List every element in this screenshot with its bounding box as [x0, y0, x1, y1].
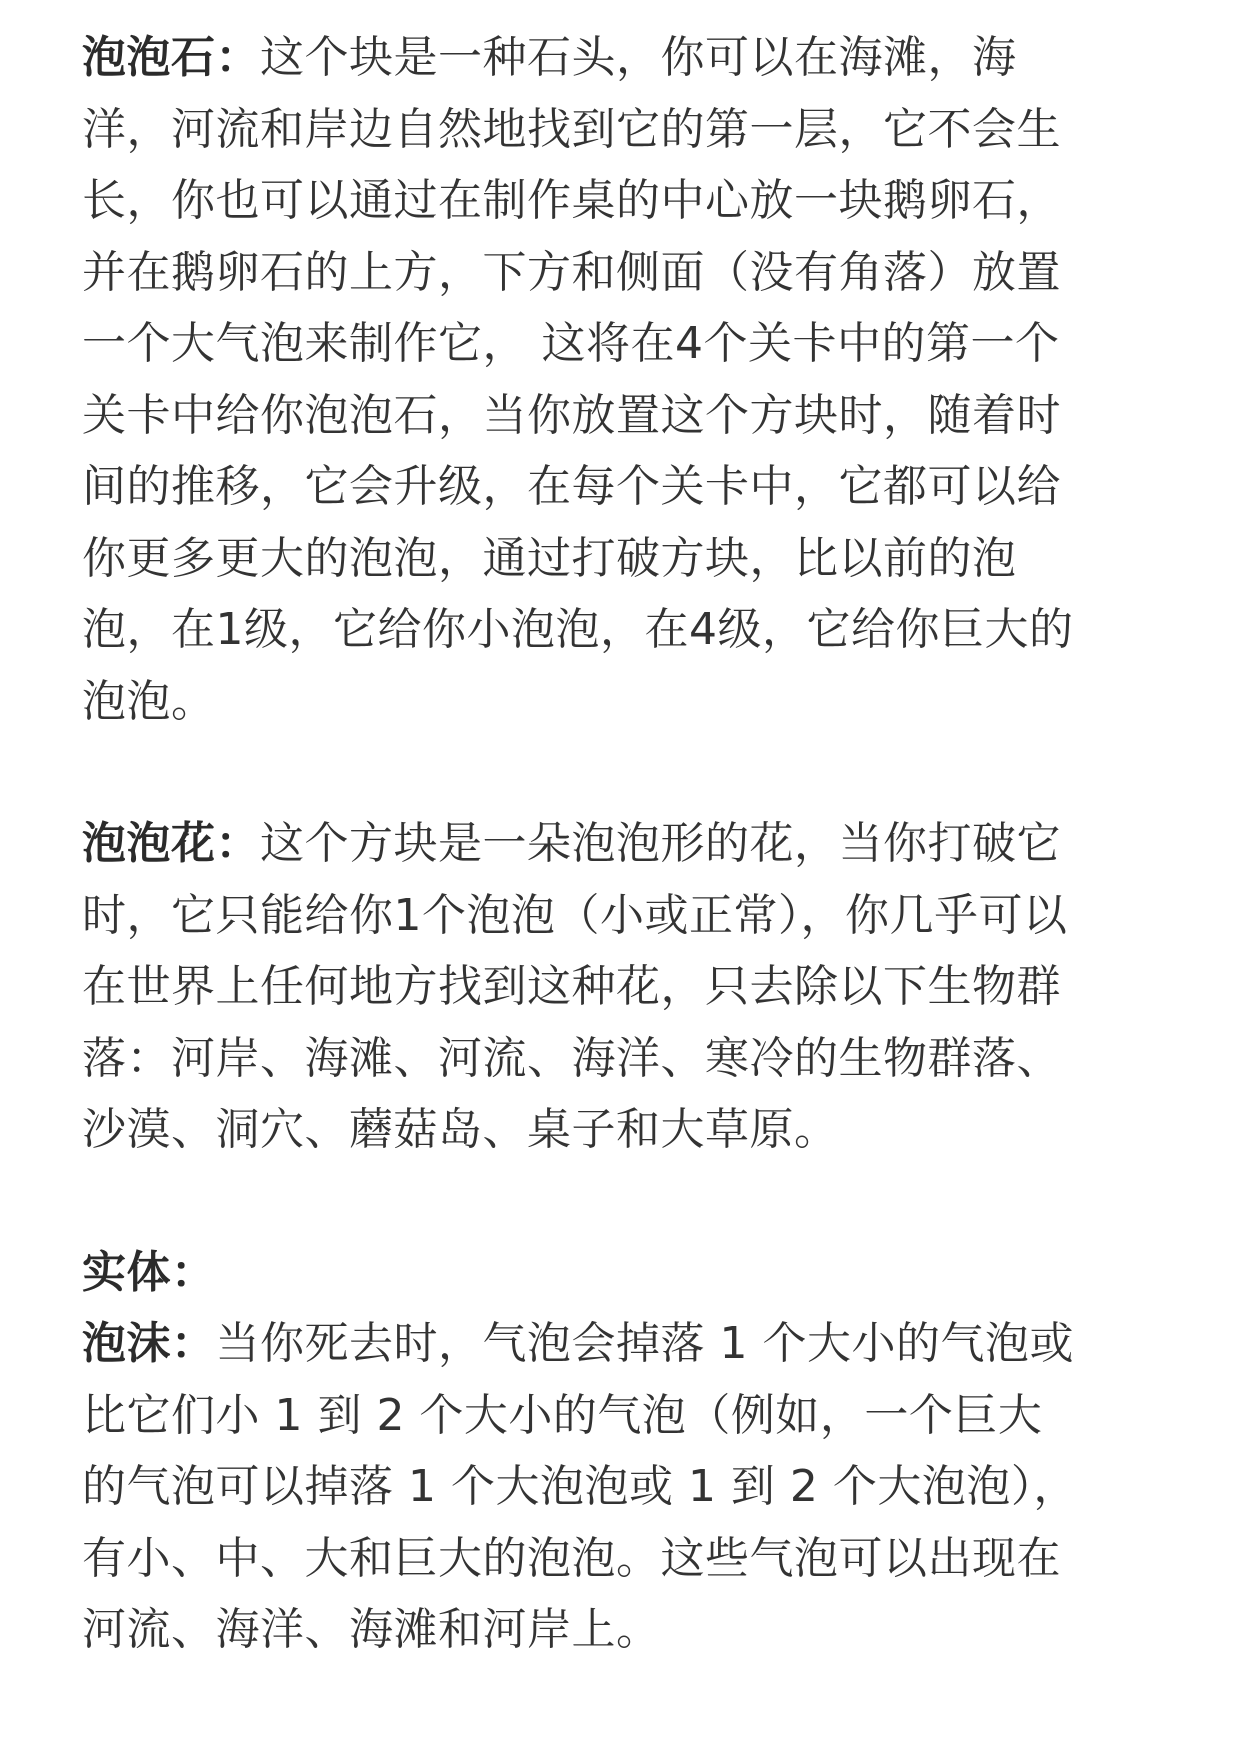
- entities-heading: [82, 1237, 1082, 1309]
- bubble-stone-description: 这个块是一种石头，你可以在海滩，海洋，河流和岸边自然地找到它的第一层，它不会生长，你也可以通过在制作桌的中心放一块鹅卵石，并在鹅卵石的上方，下方和侧面（没有角落）放置一个大气泡来制作它， 这将在4个关卡中的第一个关卡中给你泡泡石，当你放置这个方块时，随着时间的推移，它会升级，在每个关卡中，它都可以给你更多更大的泡泡，通过打破方块，比以前的泡泡，在1级，它给你小泡泡，在4级，它给你巨大的泡泡。: [82, 32, 1074, 727]
- foam-term: 泡沫：: [82, 1318, 216, 1369]
- foam-description: 当你死去时，气泡会掉落 1 个大小的气泡或比它们小 1 到 2 个大小的气泡（例如，一个巨大的气泡可以掉落 1 个大泡泡或 1 到 2 个大泡泡），有小、中、大和巨大的泡泡。这些气泡可以出现在河流、海洋、海滩和河岸上。: [82, 1318, 1078, 1655]
- entities-heading-text: 实体：: [82, 1246, 216, 1298]
- bubble-flower-description: 这个方块是一朵泡泡形的花，当你打破它时，它只能给你1个泡泡（小或正常），你几乎可以在世界上任何地方找到这种花，只去除以下生物群落：河岸、海滩、河流、海洋、寒冷的生物群落、沙漠、洞穴、蘑菇岛、桌子和大草原。: [82, 818, 1068, 1155]
- paragraph-spacer: [82, 1166, 1082, 1237]
- article-body: [82, 22, 1082, 1666]
- paragraph-spacer: [82, 737, 1082, 808]
- bubble-stone-term: 泡泡石：: [82, 32, 260, 83]
- bubble-flower-term: 泡泡花：: [82, 818, 260, 869]
- bubble-flower-paragraph: [82, 808, 1082, 1166]
- bubble-stone-paragraph: [82, 22, 1082, 737]
- foam-paragraph: [82, 1308, 1082, 1666]
